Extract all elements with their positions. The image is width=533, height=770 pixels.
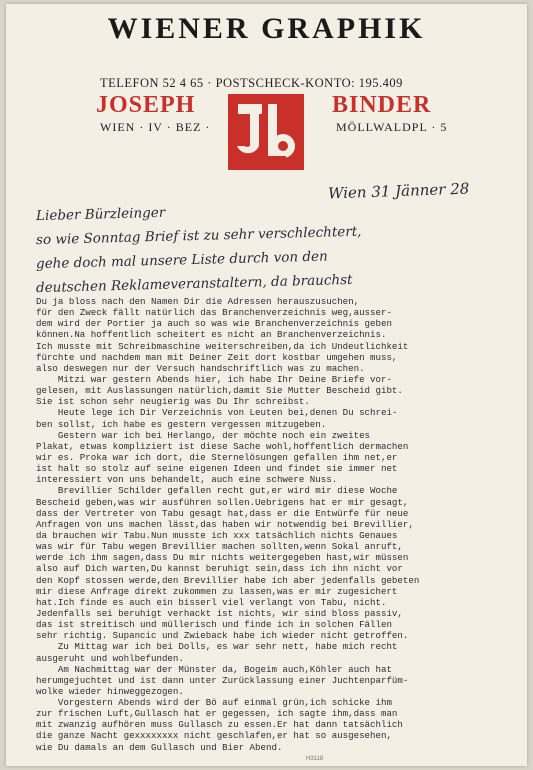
typed-line: wie Du damals an dem Gullasch und Bier Abend. [36, 741, 283, 753]
typed-line: Ich musste mit Schreibmaschine weiterschreiben,da ich Undeutlichkeit [36, 340, 409, 352]
name-last: BINDER [332, 92, 432, 118]
typed-line: was wir für Tabu wegen Brevillier machen sollten,wenn Sokal anruft, [36, 541, 403, 553]
typed-line: Zu Mittag war ich bei Dolls, es war sehr nett, habe mich recht [36, 641, 398, 653]
typed-line: ausgeruht und wohlbefunden. [36, 652, 184, 664]
typed-line: fürchte und nachdem man mit Deiner Zeit dort kostbar umgehen muss, [36, 351, 398, 363]
name-first: JOSEPH [96, 92, 196, 118]
handwritten-line: Lieber Bürzleinger [35, 204, 166, 225]
typed-line: Du ja bloss nach den Namen Dir die Adressen herauszusuchen, [36, 296, 360, 307]
handwritten-line: gehe doch mal unsere Liste durch von den [35, 248, 328, 273]
typed-line: Vorgestern Abends wird der Bö auf einmal grün,ich schicke ihm [36, 697, 392, 709]
typed-line: wir es. Proka war ich dort, die Sternelösungen gefallen ihm net,er [36, 451, 398, 463]
typed-line: wolke wieder hinweggezogen. [36, 685, 184, 697]
typed-line: sehr richtig. Supancic und Zwieback habe ich wieder nicht getroffen. [36, 630, 409, 642]
typed-line: Am Nachmittag war der Münster da, Bogeim auch,Köhler auch hat [36, 663, 392, 675]
typed-line: gelesen, mit Auslassungen natürlich,damit Sie Mutter Bescheid gibt. [36, 385, 403, 397]
typed-line: mir diese Anfrage direkt zukommen zu lassen,was er mir zugesichert [36, 585, 398, 597]
company-masthead: WIENER GRAPHIK [107, 12, 426, 45]
typed-line: da brauchen wir Tabu.Nun musste ich xxx tatsächlich nichts Genaues [36, 529, 398, 541]
date-line: Wien 31 Jänner 28 [327, 179, 470, 203]
typed-line: mit zwanzig aufhören muss Gullasch zu essen.Er hat dann tatsächlich [36, 719, 403, 731]
typed-line: Mitzi war gestern Abends hier, ich habe Ihr Deine Briefe vor- [36, 373, 392, 385]
address-right: MÖLLWALDPL · 5 [336, 120, 448, 134]
typed-line: Anfragen von uns machen lässt,das haben wir notwendig bei Brevillier, [36, 518, 414, 530]
contact-line: TELEFON 52 4 65 · POSTSCHECK-KONTO: 195.409 [100, 76, 403, 90]
typed-line: also auf Dich warten,Du kannst beruhigt sein,dass ich ihn nicht vor [36, 563, 403, 575]
typed-line: Brevillier Schilder gefallen recht gut,er wird mir diese Woche [36, 485, 398, 497]
typed-line: werde ich ihm sagen,dass Du mir nichts weitergegeben hast,wir müssen [36, 552, 409, 564]
typed-line: ben sollst, ich habe es gestern vergessen mitzugeben. [36, 418, 327, 430]
typed-line: Sie ist schon sehr neugierig was Du Ihr schreibst. [36, 396, 310, 408]
jb-logo-icon [228, 94, 304, 170]
typed-line: dem wird der Portier ja auch so was wie Branchenverzeichnis geben [36, 318, 392, 330]
typed-line: den Kopf stossen werde,den Brevillier habe ich aber jedenfalls gebeten [36, 574, 420, 586]
typed-line: für den Zweck fällt natürlich das Branchenverzeichnis weg,ausser- [36, 307, 392, 319]
handwritten-line: so wie Sonntag Brief ist zu sehr verschlechtert, [35, 223, 362, 249]
address-left: WIEN · IV · BEZ · [100, 120, 211, 134]
typed-line: dass der Vertreter von Tabu gesagt hat,dass er die Entwürfe für neue [36, 507, 409, 519]
typed-line: Gestern war ich bei Herlango, der möchte noch ein zweites [36, 429, 371, 441]
archive-mark: H3118 [306, 756, 324, 762]
typed-line: also deswegen nur der Versuch handschriftlich was zu machen. [36, 362, 365, 374]
letter-sheet [6, 4, 527, 766]
typed-line: können.Na hoffentlich scheitert es nicht an Branchenverzeichnis. [36, 329, 387, 341]
typed-line: Plakat, etwas kompliziert ist diese Sache wohl,hoffentlich dermachen [36, 440, 409, 452]
typed-line: Bescheid geben,was wir ausführen sollen.Uebrigens hat er mir gesagt, [36, 496, 409, 508]
typed-line: die ganze Nacht gexxxxxxxx nicht geschlafen,er hat so ausgesehen, [36, 730, 392, 742]
typed-body [36, 296, 516, 753]
typed-line: herumgejuchtet und ist dann unter Zurücklassung einer Juchtenparfüm- [36, 674, 409, 686]
typed-line: zur frischen Luft,Gullasch hat er gegessen, ich sagte ihm,dass man [36, 708, 398, 720]
typed-line: ist halt so stolz auf seine eigenen Ideen und findet sie immer net [36, 463, 398, 475]
typed-line: hat.Ich finde es auch ein bisserl viel verlangt von Tabu, nicht. [36, 596, 387, 608]
typed-line: interessiert von uns behandelt, auch eine schwere Nuss. [36, 474, 338, 486]
handwritten-line: deutschen Reklameveranstaltern, da brauchst [35, 271, 353, 297]
typed-line: Heute lege ich Dir Verzeichnis von Leuten bei,denen Du schrei- [36, 407, 398, 419]
typed-line: Jedenfalls sei beruhigt verhackt ist nichts, wir sind bloss passiv, [36, 607, 403, 619]
typed-line: das ist streitisch und müllerisch und finde ich in solchen Fällen [36, 619, 392, 631]
